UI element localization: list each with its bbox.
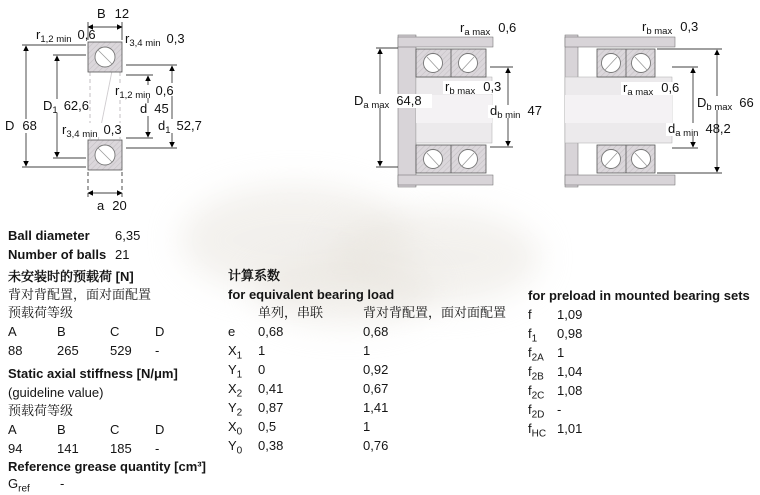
cell-value: 1 (557, 345, 565, 360)
cell-value: - (155, 343, 160, 358)
spec-column-left (8, 226, 223, 493)
factor-symbol: $f_{2B}$ (528, 364, 544, 383)
cell-value: 529 (110, 343, 132, 358)
grease-row (8, 475, 223, 493)
cell-value: 141 (57, 441, 79, 456)
dim-label-D: D 68 (5, 118, 37, 133)
col-header: D (155, 324, 165, 339)
dim-label-rb-max: $r_{b max}$ 0,3 (642, 19, 699, 37)
dim-label-D1: $D_1$ 62,6 (43, 98, 89, 116)
cell-value: 0,5 (258, 419, 277, 434)
ball-diameter-label: Ball diameter (8, 228, 90, 243)
factor-symbol: $f_1$ (528, 326, 538, 345)
factor-row (528, 305, 756, 324)
factor-row (228, 360, 524, 379)
preload-class-label: 预载荷等级 (8, 305, 74, 320)
preload-value-row (8, 341, 223, 360)
spec-number-of-balls (8, 245, 223, 264)
factor-row (228, 398, 524, 417)
cell-value: 88 (8, 343, 23, 358)
cell-value: 185 (110, 441, 132, 456)
mounted-pair-diagram-1 (340, 15, 562, 200)
factor-row (228, 322, 524, 341)
cell-value: 1,08 (557, 383, 583, 398)
calc-factors-title-en: for equivalent bearing load (228, 287, 395, 302)
bearing-cross-section-diagram (0, 0, 212, 222)
cell-value: 0,98 (557, 326, 583, 341)
factor-row (228, 379, 524, 398)
cell-value: 0,41 (258, 381, 284, 396)
factor-row (528, 324, 756, 343)
cell-value: 1,41 (363, 400, 389, 415)
stiffness-subtitle: (guideline value) (8, 385, 104, 400)
grease-value: - (60, 476, 65, 491)
factor-symbol: f (528, 307, 532, 322)
factor-symbol: $f_{HC}$ (528, 421, 547, 440)
factor-row (228, 341, 524, 360)
dim-label-d1: $d_1$ 52,7 (158, 118, 202, 136)
col1-header: 单列，串联 (258, 305, 324, 320)
number-of-balls-value: 21 (115, 247, 130, 262)
calc-factors-title-zh: 计算系数 (228, 268, 281, 283)
cell-value: 1,09 (557, 307, 583, 322)
factor-row (528, 343, 756, 362)
factor-row (228, 436, 524, 455)
preload-header-row (8, 322, 223, 341)
ball-diameter-value: 6,35 (115, 228, 141, 243)
factor-symbol: $f_{2A}$ (528, 345, 544, 364)
col2-header: 背对背配置，面对面配置 (363, 305, 507, 320)
col-header: B (57, 422, 66, 437)
cell-value: 1 (258, 343, 266, 358)
factor-symbol: $Y_0$ (228, 438, 243, 457)
factor-symbol: e (228, 324, 236, 339)
factor-row (228, 417, 524, 436)
factor-row (528, 419, 756, 438)
factor-symbol: $X_2$ (228, 381, 243, 400)
factor-symbol: $f_{2D}$ (528, 402, 545, 421)
stiffness-value-row (8, 439, 223, 458)
cell-value: 0,92 (363, 362, 389, 377)
dim-label-db-min: $d_{b min}$ 47 (490, 103, 542, 121)
cell-value: 0,38 (258, 438, 284, 453)
dim-label-r12-mid: $r_{1,2 min}$ 0,6 (115, 83, 174, 101)
col-header: C (110, 324, 120, 339)
spec-ball-diameter (8, 226, 223, 245)
factor-symbol: $X_0$ (228, 419, 243, 438)
dim-label-ra-max: $r_{a max}$ 0,6 (623, 80, 680, 98)
bearing-rings (88, 42, 122, 170)
factor-row (528, 381, 756, 400)
col-header: C (110, 422, 120, 437)
dim-label-da-min: $d_{a min}$ 48,2 (668, 121, 731, 139)
dim-label-rb-max: $r_{b max}$ 0,3 (445, 79, 502, 97)
cell-value: 0,87 (258, 400, 284, 415)
cell-value: 94 (8, 441, 23, 456)
stiffness-class-label: 预载荷等级 (8, 403, 74, 418)
col-header: B (57, 324, 66, 339)
cell-value: 0 (258, 362, 266, 377)
cell-value: - (557, 402, 562, 417)
calc-factors-header-row (228, 304, 524, 322)
col-header: D (155, 422, 165, 437)
dim-label-r34-mid: $r_{3,4 min}$ 0,3 (62, 122, 122, 140)
dim-label-ra-max: $r_{a max}$ 0,6 (460, 20, 517, 38)
dim-label-d: d 45 (140, 101, 169, 116)
grease-title: Reference grease quantity [cm³] (8, 459, 206, 474)
preload-factors-column (528, 286, 756, 438)
factor-symbol: $Y_2$ (228, 400, 243, 419)
dim-label-Da-max: $D_{a max}$ 64,8 (354, 93, 422, 111)
factor-symbol: $X_1$ (228, 343, 243, 362)
cell-value: 1,04 (557, 364, 583, 379)
cell-value: 0,68 (258, 324, 284, 339)
factor-row (528, 362, 756, 381)
stiffness-header-row (8, 420, 223, 439)
dim-label-B: B 12 (97, 6, 130, 21)
cell-value: 1,01 (557, 421, 583, 436)
cell-value: 0,76 (363, 438, 389, 453)
mounted-pair-diagram-2 (560, 15, 760, 200)
preload-unmounted-title: 未安装时的预载荷 [N] (8, 269, 134, 284)
col-header: A (8, 324, 17, 339)
col-header: A (8, 422, 17, 437)
stiffness-title: Static axial stiffness [N/μm] (8, 366, 178, 381)
factor-symbol: $f_{2C}$ (528, 383, 545, 402)
cell-value: 0,68 (363, 324, 389, 339)
factor-symbol: $Y_1$ (228, 362, 243, 381)
factor-row (528, 400, 756, 419)
cell-value: 1 (363, 419, 371, 434)
cell-value: - (155, 441, 160, 456)
cell-value: 265 (57, 343, 79, 358)
preload-factors-title: for preload in mounted bearing sets (528, 288, 750, 303)
dim-label-a: a 20 (97, 198, 127, 213)
number-of-balls-label: Number of balls (8, 247, 107, 262)
cell-value: 1 (363, 343, 371, 358)
dim-label-Db-max: $D_{b max}$ 66 (697, 95, 754, 113)
preload-unmounted-subtitle: 背对背配置，面对面配置 (8, 287, 152, 302)
dim-label-r34-top: $r_{3,4 min}$ 0,3 (125, 31, 185, 49)
grease-symbol: $G_{ref}$ (8, 476, 30, 495)
cell-value: 0,67 (363, 381, 389, 396)
calc-factors-column (228, 267, 524, 455)
dim-label-r12-top: $r_{1,2 min}$ 0,6 (36, 27, 96, 45)
